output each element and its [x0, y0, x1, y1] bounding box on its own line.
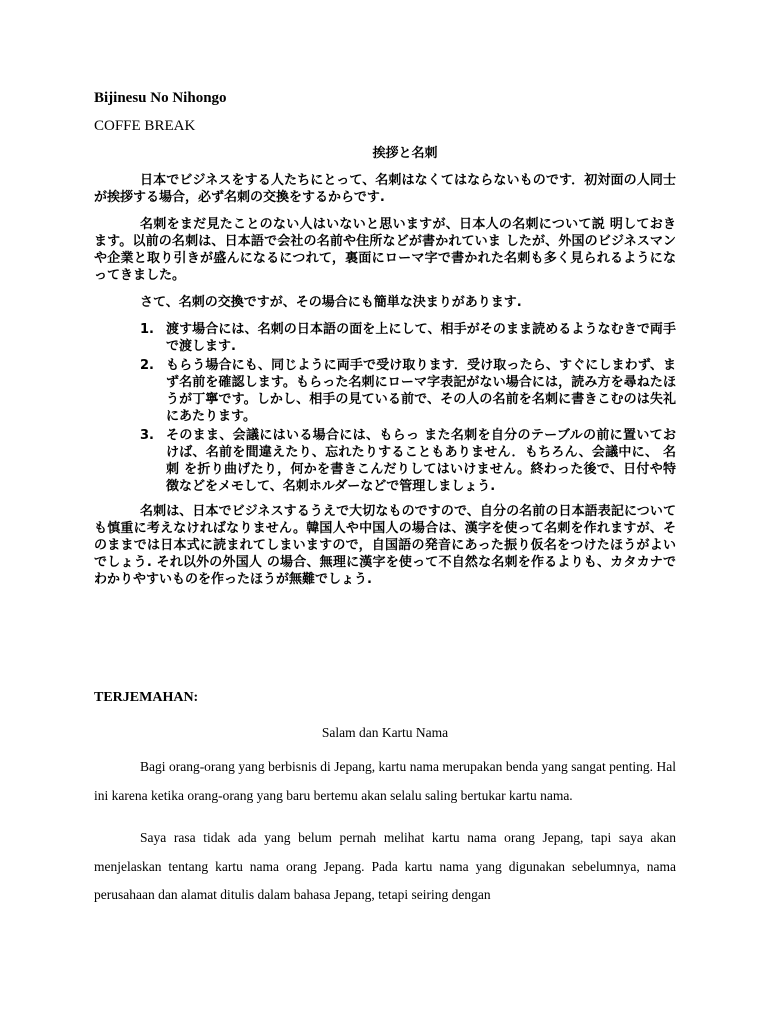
japanese-numbered-list — [94, 321, 676, 495]
list-item — [94, 427, 676, 495]
document-header-subtitle: COFFE BREAK — [94, 118, 196, 134]
list-item-number: 2. — [140, 358, 154, 373]
japanese-title: 挨拶と名刺 — [372, 146, 438, 161]
japanese-paragraph: 名刺は、日本でビジネスするうえで大切なものですので、自分の名前の日本語表記についても慎重に考えなければなりません。韓国人や中国人の場合は、漢字を使って名刺を作れますが、そのままでは日本式に読まれてしまいますので，自国語の発音にあった振り仮名をつけたほうがよいでしょう. それ以外の外国人 の場合、無理に漢字を使って不自然な名刺を作るよりも、カタカナでわかりやすいものを作ったほうが無難でしょう. — [94, 504, 676, 587]
list-item-number: 1. — [140, 322, 154, 337]
list-item-text: 渡す場合には、名刺の日本語の面を上にして、相手がそのまま読めるようなむきで両手で渡します. — [166, 322, 676, 354]
translation-heading: TERJEMAHAN: — [94, 690, 199, 705]
japanese-paragraph: さて、名刺の交換ですが、その場合にも簡単な決まりがあります. — [140, 295, 522, 310]
translation-title: Salam dan Kartu Nama — [321, 724, 449, 740]
translation-paragraph: Bagi orang-orang yang berbisnis di Jepang, kartu nama merupakan benda yang sangat penting. Hal ini karena ketika orang-orang yang baru bertemu akan selalu saling bertukar kartu nama. — [94, 759, 676, 803]
list-item-text: もらう場合にも、同じように両手で受け取ります．受け取ったら、すぐにしまわず、まず名前を確認します。もらった名刺にローマ字表記がない場合には，読み方を尋ねたほうが丁寧です。しかし、相手の見ている前で、その人の名前を名刺に書きこむのは失礼にあたります。 — [166, 358, 676, 424]
indonesian-translation — [94, 684, 676, 924]
list-item — [94, 321, 676, 355]
list-item — [94, 357, 676, 425]
list-item-number: 3. — [140, 428, 154, 443]
japanese-paragraph: 名刺をまだ見たことのない人はいないと思いますが、日本人の名刺について説 明しておきます。以前の名刺は、日本語で会社の名前や住所などが書かれていま したが、外国のビジネスマンや企業と取り引きが盛んになるにつれて，裏面にローマ字で書かれた名刺も多く見られるようになってきました。 — [94, 217, 676, 283]
japanese-article — [94, 145, 676, 598]
japanese-paragraph: 日本でビジネスをする人たちにとって、名刺はなくてはならないものです．初対面の人同士が挨拶する場合，必ず名刺の交換をするからです. — [94, 173, 676, 205]
list-item-text: そのまま、会議にはいる場合には、もらっ また名刺を自分のテーブルの前に置いておけば、名前を間違えたり、忘れたりすることもありません．もちろん、会議中に、 名刺 を折り曲げたり，何かを書きこんだりしてはいけません。終わった後で、日付や特徴などをメモして、名刺ホルダーなどで管理しましょう. — [166, 428, 676, 494]
translation-paragraph: Saya rasa tidak ada yang belum pernah melihat kartu nama orang Jepang, tapi saya akan menjelaskan tentang kartu nama orang Jepang. Pada kartu nama yang digunakan sebelumnya, nama perusahaan dan alamat ditulis dalam bahasa Jepang, tetapi seiring dengan — [94, 830, 676, 902]
document-header-title: Bijinesu No Nihongo — [94, 90, 227, 106]
